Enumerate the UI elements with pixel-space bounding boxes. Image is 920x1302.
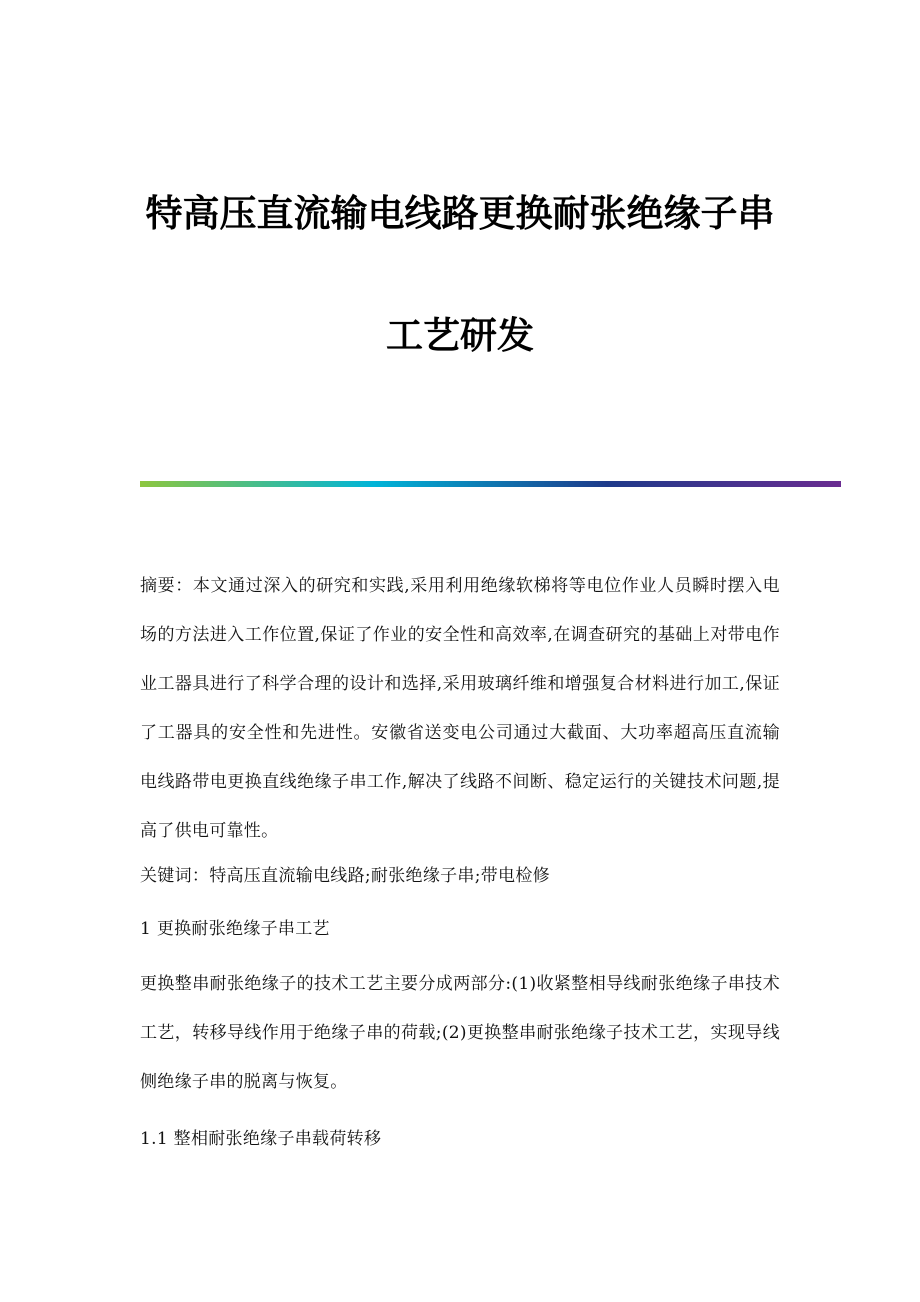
title-divider-bar (140, 481, 841, 487)
section-1-paragraph: 更换整串耐张绝缘子的技术工艺主要分成两部分:(1)收紧整相导线耐张绝缘子串技术工艺，转移导线作用于绝缘子串的荷载;(2)更换整串耐张绝缘子技术工艺，实现导线侧绝缘子串的脱离与恢复。 (140, 974, 780, 1092)
document-title-line-1: 特高压直流输电线路更换耐张绝缘子串 (145, 192, 775, 235)
section-1-heading: 1 更换耐张绝缘子串工艺 (140, 919, 330, 939)
section-1-1-heading: 1.1 整相耐张绝缘子串载荷转移 (140, 1129, 382, 1149)
abstract-paragraph: 摘要：本文通过深入的研究和实践,采用利用绝缘软梯将等电位作业人员瞬时摆入电场的方法进入工作位置,保证了作业的安全性和高效率,在调查研究的基础上对带电作业工器具进行了科学合理的设计和选择,采用玻璃纤维和增强复合材料进行加工,保证了工器具的安全性和先进性。安徽省送变电公司通过大截面、大功率超高压直流输电线路带电更换直线绝缘子串工作,解决了线路不间断、稳定运行的关键技术问题,提高了供电可靠性。 (140, 576, 780, 841)
keywords-line: 关键词：特高压直流输电线路;耐张绝缘子串;带电检修 (140, 866, 550, 886)
document-title-line-2: 工艺研发 (386, 314, 534, 357)
